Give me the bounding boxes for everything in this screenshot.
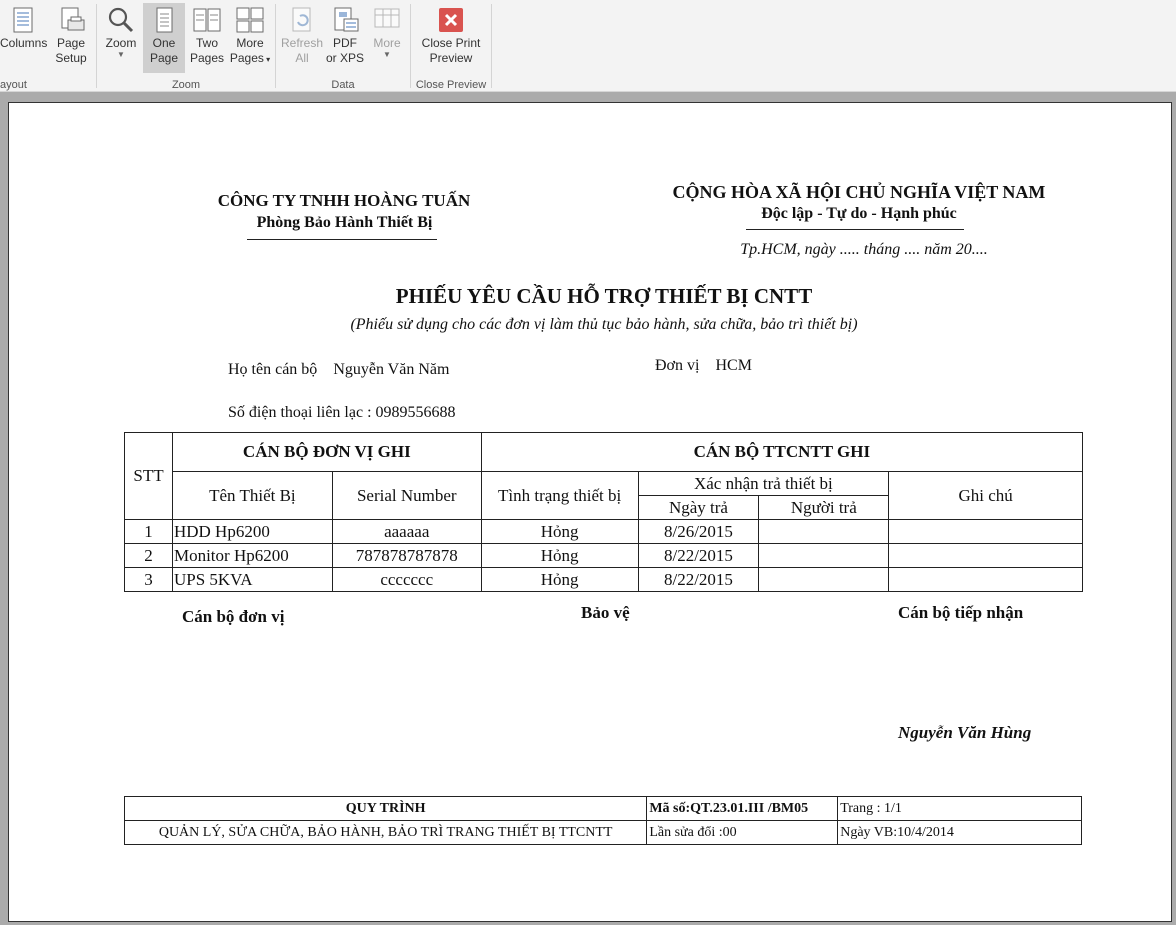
- place-date: Tp.HCM, ngày ..... tháng .... năm 20....: [740, 241, 988, 258]
- row-device-name: Monitor Hp6200: [172, 544, 332, 568]
- refresh-label-2: All: [295, 51, 309, 65]
- phone-field: [228, 404, 456, 422]
- columns-label: Columns: [0, 36, 48, 50]
- row-serial: 787878787878: [332, 544, 481, 568]
- zoom-button[interactable]: [100, 3, 142, 73]
- pdf-xps-button[interactable]: [324, 3, 366, 73]
- company-name: CÔNG TY TNHH HOÀNG TUẤN: [217, 191, 471, 210]
- department-name: Phòng Bảo Hành Thiết Bị: [256, 214, 433, 231]
- print-preview-area[interactable]: [0, 93, 1176, 925]
- close-label-2: Preview: [429, 51, 473, 65]
- row-returner: [759, 544, 889, 568]
- zoom-group-label: Zoom: [171, 79, 201, 91]
- row-stt: 2: [125, 544, 173, 568]
- ribbon-group-zoom: [97, 0, 275, 92]
- chevron-down-icon: ▼: [383, 50, 391, 59]
- ribbon-group-layout: [0, 0, 96, 92]
- pdf-icon: [330, 6, 360, 34]
- more-pages-label-2: Pages ▾: [229, 51, 271, 65]
- process-label: QUY TRÌNH: [125, 797, 647, 821]
- more-pages-button[interactable]: [229, 3, 271, 73]
- row-return-date: 8/26/2015: [638, 520, 759, 544]
- staff-label: Họ tên cán bộ: [228, 361, 318, 378]
- return-confirm-header: Xác nhận trả thiết bị: [638, 472, 889, 496]
- two-pages-icon: [192, 6, 222, 34]
- zoom-label: Zoom: [105, 36, 137, 50]
- report-title: PHIẾU YÊU CẦU HỖ TRỢ THIẾT BỊ CNTT: [395, 284, 813, 308]
- page-setup-label-2: Setup: [55, 51, 87, 65]
- two-pages-button[interactable]: [186, 3, 228, 73]
- two-pages-label-1: Two: [195, 36, 218, 50]
- one-page-button[interactable]: [143, 3, 185, 73]
- ribbon: [0, 0, 1176, 92]
- close-icon: [436, 6, 466, 34]
- return-date-header: Ngày trả: [638, 496, 759, 520]
- layout-group-label: ayout: [0, 79, 27, 91]
- row-status: Hỏng: [481, 520, 638, 544]
- columns-icon: [8, 6, 38, 34]
- page-setup-icon: [56, 6, 86, 34]
- row-device-name: UPS 5KVA: [172, 568, 332, 592]
- department-underline: [247, 239, 437, 240]
- nation-title: CỘNG HÒA XÃ HỘI CHỦ NGHĨA VIỆT NAM: [672, 182, 1046, 202]
- table-row: [125, 544, 1083, 568]
- row-stt: 1: [125, 520, 173, 544]
- process-name: QUẢN LÝ, SỬA CHỮA, BẢO HÀNH, BẢO TRÌ TRANG THIẾT BỊ TTCNTT: [125, 821, 647, 845]
- phone-label: Số điện thoại liên lạc :: [228, 404, 372, 421]
- row-returner: [759, 520, 889, 544]
- ribbon-group-data: [276, 0, 410, 92]
- process-code: Mã số:QT.23.01.III /BM05: [647, 797, 838, 821]
- row-note: [889, 520, 1083, 544]
- more-pages-label-1: More: [236, 36, 264, 50]
- ttcntt-section-header: CÁN BỘ TTCNTT GHI: [481, 433, 1082, 472]
- unit-field: [655, 357, 752, 375]
- motto: Độc lập - Tự do - Hạnh phúc: [761, 205, 957, 222]
- row-return-date: 8/22/2015: [638, 544, 759, 568]
- receiver-name: Nguyễn Văn Hùng: [898, 723, 1032, 742]
- page-setup-label-1: Page: [56, 36, 86, 50]
- phone-value: 0989556688: [375, 404, 456, 421]
- note-header: Ghi chú: [889, 472, 1083, 520]
- device-table: [124, 432, 1083, 592]
- sign-receiver-label: Cán bộ tiếp nhận: [898, 603, 1024, 622]
- two-pages-label-2: Pages: [189, 51, 225, 65]
- sign-guard-label: Bảo vệ: [581, 603, 630, 622]
- row-status: Hỏng: [481, 568, 638, 592]
- row-note: [889, 544, 1083, 568]
- table-row: [125, 568, 1083, 592]
- row-status: Hỏng: [481, 544, 638, 568]
- pdf-label-1: PDF: [333, 36, 357, 50]
- row-device-name: HDD Hp6200: [172, 520, 332, 544]
- unit-section-header: CÁN BỘ ĐƠN VỊ GHI: [172, 433, 481, 472]
- doc-date: Ngày VB:10/4/2014: [838, 821, 1082, 845]
- process-footer-table: [124, 796, 1082, 845]
- row-return-date: 8/22/2015: [638, 568, 759, 592]
- refresh-label-1: Refresh: [280, 36, 324, 50]
- close-label-1: Close Print: [421, 36, 481, 50]
- device-name-header: Tên Thiết Bị: [172, 472, 332, 520]
- unit-value: HCM: [715, 357, 752, 374]
- row-serial: aaaaaa: [332, 520, 481, 544]
- ribbon-group-close: [411, 0, 491, 92]
- sign-unit-label: Cán bộ đơn vị: [182, 607, 285, 626]
- more-export-button[interactable]: [366, 3, 408, 73]
- pdf-label-2: or XPS: [325, 51, 364, 65]
- unit-label: Đơn vị: [655, 357, 700, 374]
- row-serial: ccccccc: [332, 568, 481, 592]
- row-note: [889, 568, 1083, 592]
- returner-header: Người trả: [759, 496, 889, 520]
- one-page-icon: [149, 6, 179, 34]
- more-export-label: More: [373, 36, 401, 50]
- magnifier-icon: [106, 6, 136, 34]
- refresh-icon: [287, 6, 317, 34]
- report-subtitle: (Phiếu sử dụng cho các đơn vị làm thủ tục bảo hành, sửa chữa, bảo trì thiết bị): [350, 316, 858, 333]
- revision: Lần sửa đổi :00: [647, 821, 838, 845]
- more-pages-icon: [235, 6, 265, 34]
- close-print-preview-button[interactable]: [415, 3, 487, 73]
- row-returner: [759, 568, 889, 592]
- page-setup-button[interactable]: [50, 3, 92, 73]
- row-stt: 3: [125, 568, 173, 592]
- chevron-down-icon: ▼: [117, 50, 125, 59]
- motto-underline: [746, 229, 964, 230]
- close-group-label: Close Preview: [415, 79, 487, 91]
- staff-field: [228, 361, 449, 379]
- serial-header: Serial Number: [332, 472, 481, 520]
- one-page-label-2: Page: [149, 51, 179, 65]
- one-page-label-1: One: [152, 36, 176, 50]
- page-number: Trang : 1/1: [838, 797, 1082, 821]
- status-header: Tình trạng thiết bị: [481, 472, 638, 520]
- report-page: [8, 102, 1172, 922]
- refresh-all-button[interactable]: [280, 3, 324, 73]
- stt-header: STT: [125, 433, 173, 520]
- table-export-icon: [372, 6, 402, 34]
- staff-value: Nguyễn Văn Năm: [333, 361, 450, 378]
- data-group-label: Data: [331, 79, 355, 91]
- table-row: [125, 520, 1083, 544]
- columns-button[interactable]: [0, 3, 46, 73]
